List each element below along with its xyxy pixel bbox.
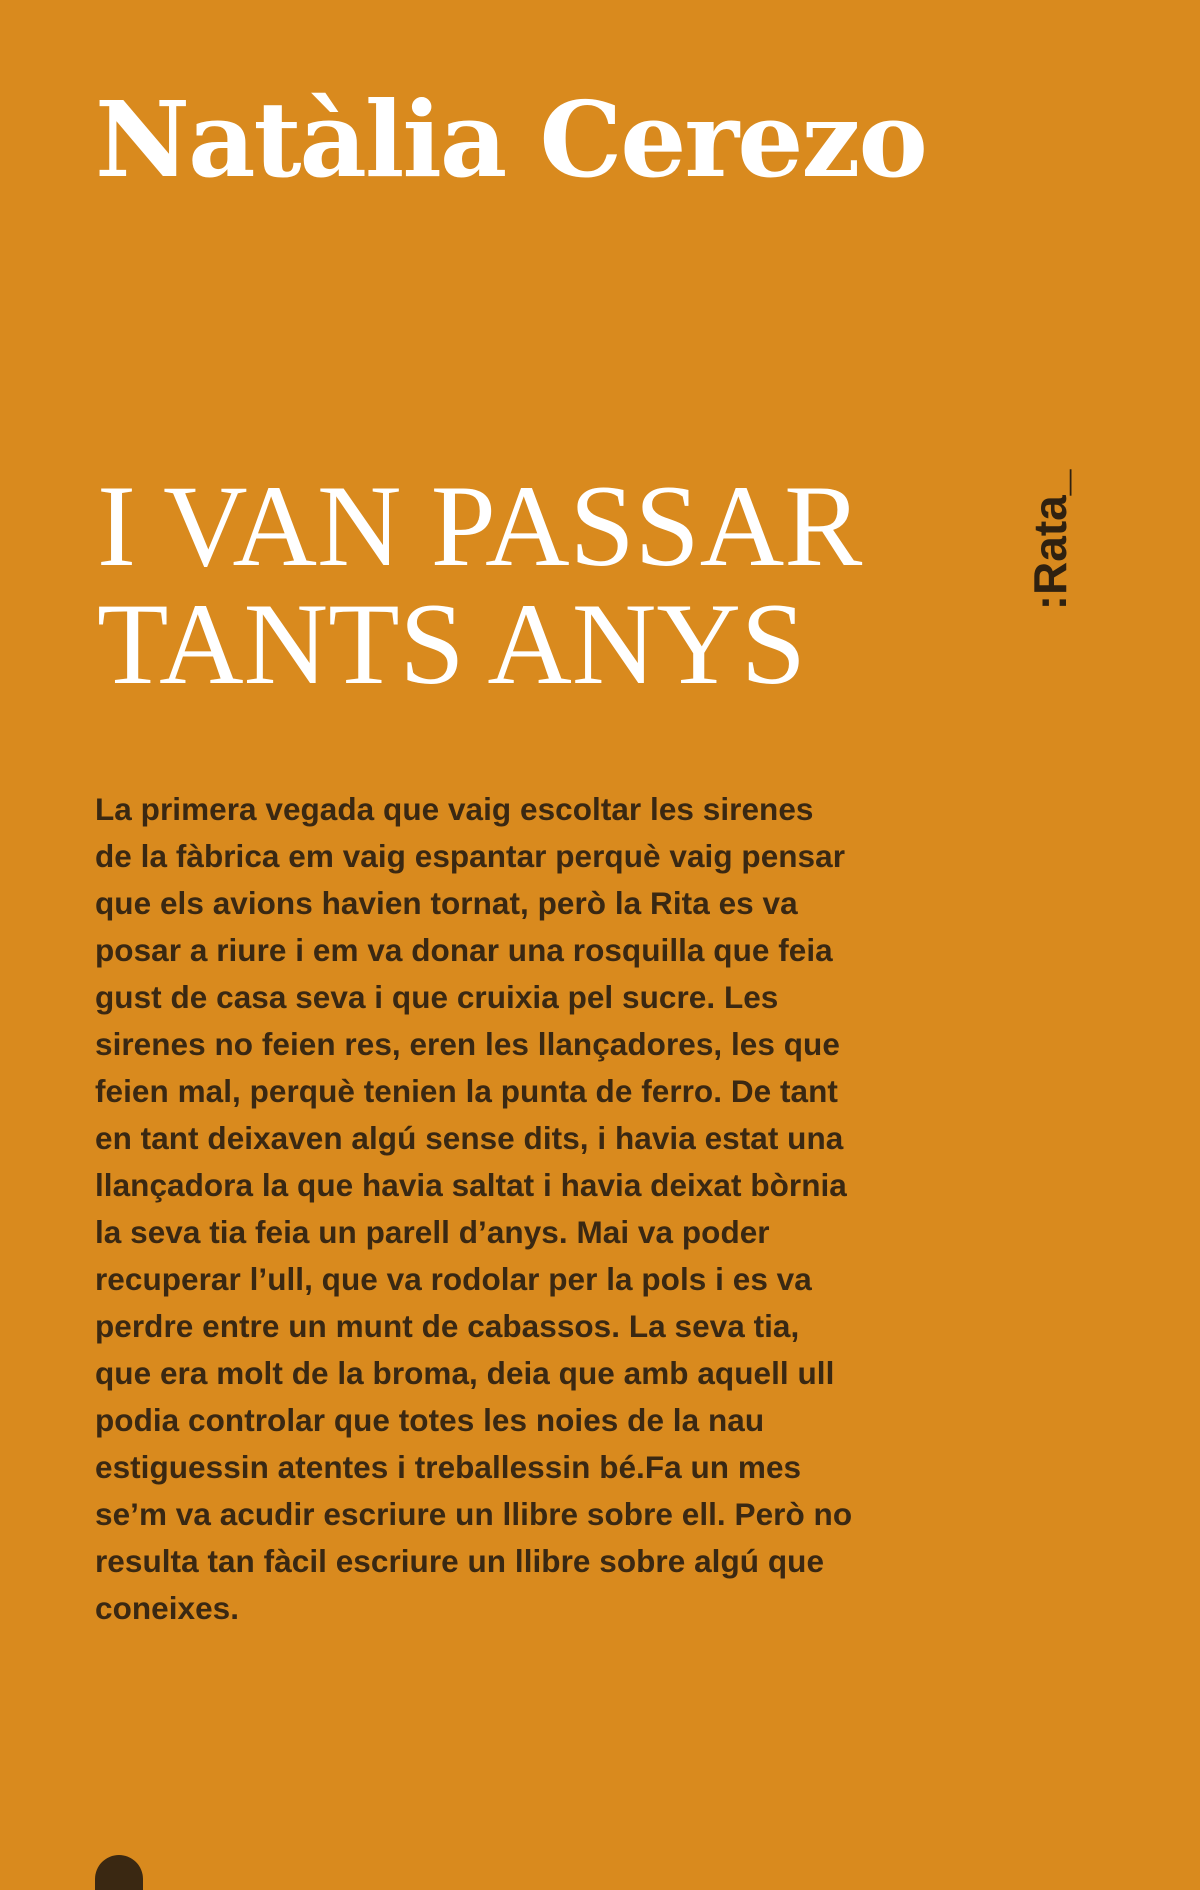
blurb-line: feien mal, perquè tenien la punta de ferro. De tant	[95, 1073, 838, 1109]
blurb-line: que era molt de la broma, deia que amb aquell ull	[95, 1355, 835, 1391]
book-title-line: I VAN PASSAR	[97, 462, 863, 591]
blurb-line: llançadora la que havia saltat i havia deixat bòrnia	[95, 1167, 847, 1203]
blurb-line: perdre entre un munt de cabassos. La seva tia,	[95, 1308, 800, 1344]
blurb-line: sirenes no feien res, eren les llançadores, les que	[95, 1026, 840, 1062]
book-title	[97, 462, 863, 709]
collection-mark-icon	[95, 1855, 143, 1890]
blurb-line: la seva tia feia un parell d’anys. Mai va poder	[95, 1214, 770, 1250]
blurb-line: de la fàbrica em vaig espantar perquè vaig pensar	[95, 838, 846, 874]
blurb-line: coneixes.	[95, 1590, 240, 1626]
blurb-line: se’m va acudir escriure un llibre sobre ell. Però no	[95, 1496, 853, 1532]
blurb-line: resulta tan fàcil escriure un llibre sobre algú que	[95, 1543, 825, 1579]
blurb-line: estiguessin atentes i treballessin bé.Fa un mes	[95, 1449, 802, 1485]
blurb-line: recuperar l’ull, que va rodolar per la pols i es va	[95, 1261, 812, 1297]
blurb-line: en tant deixaven algú sense dits, i havia estat una	[95, 1120, 844, 1156]
blurb-line: que els avions havien tornat, però la Rita es va	[95, 885, 798, 921]
blurb-line: gust de casa seva i que cruixia pel sucre. Les	[95, 979, 779, 1015]
blurb-line: posar a riure i em va donar una rosquilla que feia	[95, 932, 833, 968]
publisher-logo: :Rata_	[1024, 469, 1076, 611]
author-name: Natàlia Cerezo	[95, 78, 926, 201]
back-cover-blurb	[95, 786, 975, 1632]
blurb-line: podia controlar que totes les noies de la nau	[95, 1402, 765, 1438]
blurb-line: La primera vegada que vaig escoltar les sirenes	[95, 791, 814, 827]
book-title-line: TANTS ANYS	[97, 580, 806, 709]
